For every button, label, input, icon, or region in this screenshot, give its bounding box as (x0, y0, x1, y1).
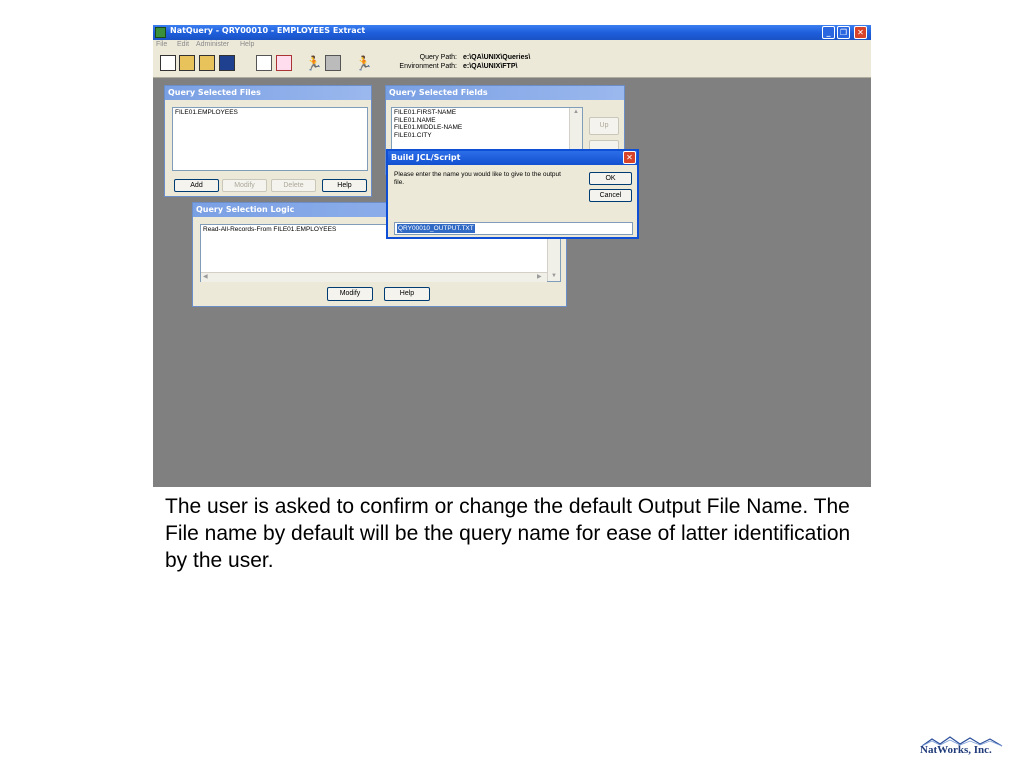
query-selected-files-panel (164, 85, 372, 197)
build-jcl-dialog (386, 149, 639, 239)
report-icon[interactable] (256, 55, 272, 71)
minimize-icon[interactable]: _ (822, 26, 835, 39)
app-window (153, 25, 871, 487)
run-icon[interactable]: 🏃 (305, 55, 323, 71)
logic-horizontal-scrollbar[interactable] (201, 272, 547, 282)
cancel-button[interactable]: Cancel (589, 189, 632, 202)
save-icon[interactable] (219, 55, 235, 71)
run-green-icon[interactable]: 🏃 (355, 55, 373, 71)
title-bar (153, 25, 871, 40)
scroll-right-icon[interactable]: ▶ (537, 274, 542, 280)
help-files-button[interactable]: Help (322, 179, 367, 192)
environment-path-label: Environment Path: (399, 63, 457, 70)
menu-file[interactable]: File (156, 41, 168, 48)
ok-button[interactable]: OK (589, 172, 632, 185)
selection-logic-line: Read-All-Records-From FILE01.EMPLOYEES (203, 226, 337, 233)
list-item[interactable]: FILE01.MIDDLE-NAME (394, 124, 463, 131)
list-item[interactable]: FILE01.FIRST-NAME (394, 109, 457, 116)
window-title: NatQuery - QRY00010 - EMPLOYEES Extract (170, 26, 366, 35)
list-item[interactable]: FILE01.NAME (394, 116, 436, 124)
scroll-up-icon[interactable]: ▲ (573, 109, 579, 115)
report2-icon[interactable] (276, 55, 292, 71)
scroll-down-icon[interactable]: ▼ (551, 273, 557, 279)
close-icon[interactable]: ✕ (854, 26, 867, 39)
modify-logic-button[interactable]: Modify (327, 287, 373, 301)
output-filename-input[interactable] (394, 222, 633, 235)
move-up-button[interactable]: Up (589, 117, 619, 135)
list-item[interactable]: FILE01.CITY (394, 131, 432, 139)
open-icon[interactable] (179, 55, 195, 71)
scan-icon[interactable] (325, 55, 341, 71)
delete-file-button[interactable]: Delete (271, 179, 316, 192)
query-selected-fields-title: Query Selected Fields (386, 86, 624, 100)
query-path-value: e:\QA\UNIX\Queries\ (463, 54, 531, 61)
menu-administer[interactable]: Administer (196, 41, 230, 48)
output-filename-value: QRY00010_OUTPUT.TXT (398, 225, 474, 232)
menu-help[interactable]: Help (240, 41, 255, 48)
add-file-button[interactable]: Add (174, 179, 219, 192)
slide-caption: The user is asked to confirm or change the default Output File Name. The File name by default will be the query name for ease of latter identification by the user. (165, 495, 851, 572)
restore-icon[interactable]: ❐ (837, 26, 850, 39)
build-jcl-title: Build JCL/Script (388, 151, 637, 165)
environment-path-value: e:\QA\UNIX\FTP\ (463, 63, 518, 70)
modify-file-button[interactable]: Modify (222, 179, 267, 192)
query-selection-logic-title: Query Selection Logic (193, 203, 566, 217)
selected-files-list[interactable] (172, 107, 368, 171)
list-item[interactable]: FILE01.EMPLOYEES (175, 109, 238, 116)
open-folder-icon[interactable] (199, 55, 215, 71)
natworks-logo (920, 735, 1005, 761)
query-path-label: Query Path: (419, 54, 457, 61)
dialog-close-icon[interactable]: ✕ (623, 151, 636, 164)
dialog-prompt: Please enter the name you would like to give to the output file. (394, 171, 561, 186)
natquery-app-icon (155, 27, 166, 38)
scroll-left-icon[interactable]: ◀ (203, 274, 208, 280)
logo-text: NatWorks, Inc. (920, 744, 992, 756)
menu-edit[interactable]: Edit (177, 41, 190, 48)
toolbar (153, 51, 871, 78)
new-icon[interactable] (160, 55, 176, 71)
query-selected-files-title: Query Selected Files (165, 86, 371, 100)
menu-bar (153, 40, 871, 51)
help-logic-button[interactable]: Help (384, 287, 430, 301)
